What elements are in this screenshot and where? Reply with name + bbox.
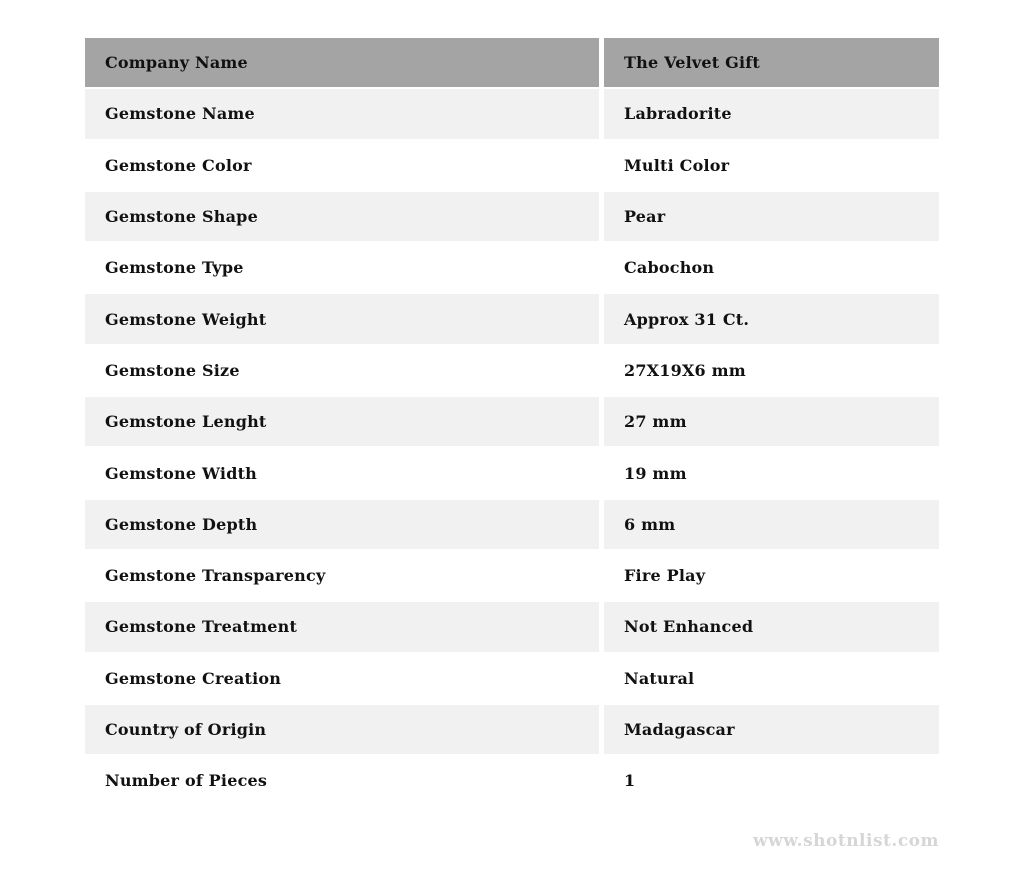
row-label-cell [85, 89, 599, 138]
row-value: Pear [624, 207, 666, 227]
row-label-cell [85, 448, 599, 497]
row-label: Gemstone Color [105, 155, 252, 175]
row-label-cell [85, 294, 599, 343]
table-row [85, 141, 939, 190]
table-row [85, 705, 939, 754]
table-header-row [85, 38, 939, 87]
row-value-cell [604, 448, 939, 497]
row-value: Madagascar [624, 720, 735, 739]
row-label: Gemstone Name [105, 104, 255, 124]
row-label-cell [85, 500, 599, 549]
row-value-cell [604, 654, 939, 703]
table-row [85, 346, 939, 395]
row-value: Multi Color [624, 155, 730, 175]
row-value: Natural [624, 668, 695, 688]
row-value: 27 mm [624, 412, 687, 432]
table-row [85, 500, 939, 549]
row-label: Gemstone Treatment [105, 617, 298, 637]
row-value: 19 mm [624, 463, 687, 483]
row-label-cell [85, 243, 599, 292]
row-label-cell [85, 602, 599, 651]
site-watermark: www.shotnlist.com [752, 831, 939, 851]
row-label-cell [85, 346, 599, 395]
gemstone-spec-table [85, 38, 939, 807]
row-label: Gemstone Shape [105, 207, 258, 227]
row-label: Gemstone Depth [105, 514, 258, 534]
row-value: Fire Play [624, 566, 706, 586]
table-row [85, 89, 939, 138]
row-label: Gemstone Size [105, 360, 240, 380]
row-label: Gemstone Weight [105, 309, 267, 329]
row-value: Cabochon [624, 258, 715, 278]
row-label-cell [85, 756, 599, 805]
row-value: 27X19X6 mm [624, 360, 746, 380]
table-row [85, 551, 939, 600]
row-value: Not Enhanced [624, 617, 754, 637]
row-value-cell [604, 397, 939, 446]
row-value-cell [604, 500, 939, 549]
row-label-cell [85, 654, 599, 703]
row-label: Gemstone Transparency [105, 566, 326, 586]
row-value: Approx 31 Ct. [624, 309, 750, 329]
row-label-cell [85, 397, 599, 446]
table-row [85, 243, 939, 292]
row-value-cell [604, 705, 939, 754]
table-row [85, 654, 939, 703]
row-label: Gemstone Lenght [105, 412, 267, 432]
row-label-cell [85, 192, 599, 241]
table-row [85, 397, 939, 446]
header-label: Company Name [105, 53, 248, 73]
row-label: Gemstone Creation [105, 668, 282, 688]
row-label: Number of Pieces [105, 771, 268, 791]
company-name-value: The Velvet Gift [624, 53, 760, 73]
table-row [85, 756, 939, 805]
header-label-cell [85, 38, 599, 87]
row-value-cell [604, 294, 939, 343]
row-value-cell [604, 551, 939, 600]
row-value-cell [604, 346, 939, 395]
table-row [85, 448, 939, 497]
row-label: Gemstone Width [105, 463, 258, 483]
row-value: 6 mm [624, 514, 676, 534]
row-value-cell [604, 243, 939, 292]
row-value-cell [604, 756, 939, 805]
table-row [85, 192, 939, 241]
row-value-cell [604, 89, 939, 138]
row-value: 1 [624, 771, 636, 791]
row-label: Gemstone Type [105, 258, 244, 278]
table-row [85, 294, 939, 343]
table-row [85, 602, 939, 651]
row-label-cell [85, 141, 599, 190]
row-value-cell [604, 141, 939, 190]
row-label-cell [85, 551, 599, 600]
row-value-cell [604, 192, 939, 241]
row-label-cell [85, 705, 599, 754]
row-label: Country of Origin [105, 720, 267, 739]
row-value-cell [604, 602, 939, 651]
header-value-cell [604, 38, 939, 87]
row-value: Labradorite [624, 104, 732, 124]
